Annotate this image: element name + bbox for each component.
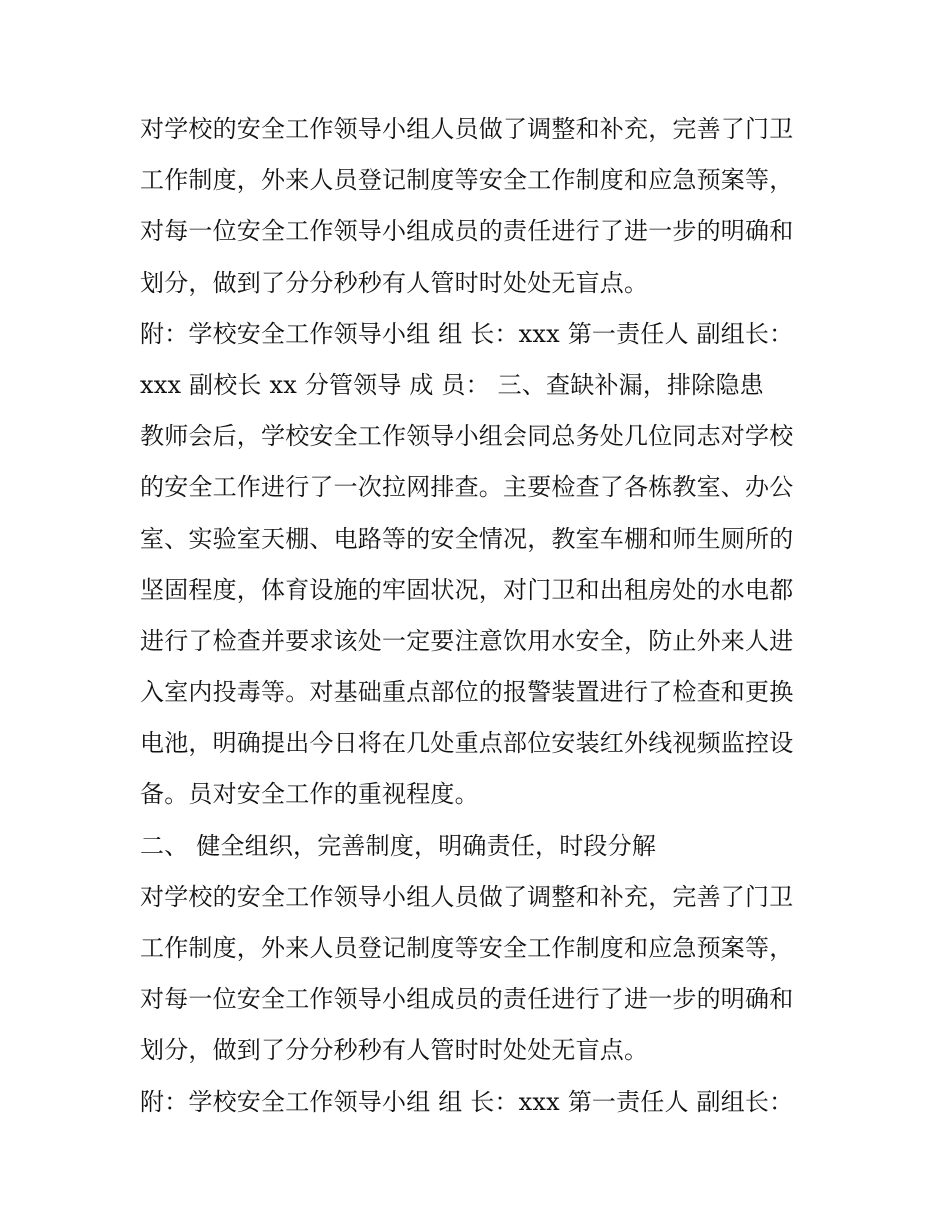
text-line: 进行了检查并要求该处一定要注意饮用水安全，防止外来人进 <box>140 626 794 655</box>
text-line: 坚固程度，体育设施的牢固状况，对门卫和出租房处的水电都 <box>140 575 794 604</box>
text-line: 附：学校安全工作领导小组 组 长：xxx 第一责任人 副组长： <box>140 319 794 348</box>
text-line: 教师会后，学校安全工作领导小组会同总务处几位同志对学校 <box>140 422 794 451</box>
text-line: 的安全工作进行了一次拉网排查。主要检查了各栋教室、办公 <box>140 473 794 502</box>
text-line: 工作制度，外来人员登记制度等安全工作制度和应急预案等， <box>140 934 794 962</box>
text-line: 室、实验室天棚、电路等的安全情况，教室车棚和师生厕所的 <box>140 524 794 553</box>
text-line: 对学校的安全工作领导小组人员做了调整和补充，完善了门卫 <box>140 115 794 143</box>
text-line: 对学校的安全工作领导小组人员做了调整和补充，完善了门卫 <box>140 882 794 911</box>
document-body <box>140 104 820 1128</box>
text-line: 对每一位安全工作领导小组成员的责任进行了进一步的明确和 <box>140 217 794 246</box>
text-line: 划分，做到了分分秒秒有人管时时处处无盲点。 <box>140 1036 649 1065</box>
text-line: 划分，做到了分分秒秒有人管时时处处无盲点。 <box>140 268 649 297</box>
text-line: 入室内投毒等。对基础重点部位的报警装置进行了检查和更换 <box>140 678 794 707</box>
text-line: 对每一位安全工作领导小组成员的责任进行了进一步的明确和 <box>140 985 794 1014</box>
text-line: 工作制度，外来人员登记制度等安全工作制度和应急预案等， <box>140 166 794 195</box>
text-line: 备。员对安全工作的重视程度。 <box>140 780 479 809</box>
text-line: 二、 健全组织，完善制度，明确责任，时段分解 <box>140 831 657 860</box>
text-line: 附：学校安全工作领导小组 组 长：xxx 第一责任人 副组长： <box>140 1087 794 1116</box>
text-line: 电池，明确提出今日将在几处重点部位安装红外线视频监控设 <box>140 729 794 758</box>
text-line: xxx 副校长 xx 分管领导 成 员： 三、查缺补漏，排除隐患 <box>140 370 764 399</box>
